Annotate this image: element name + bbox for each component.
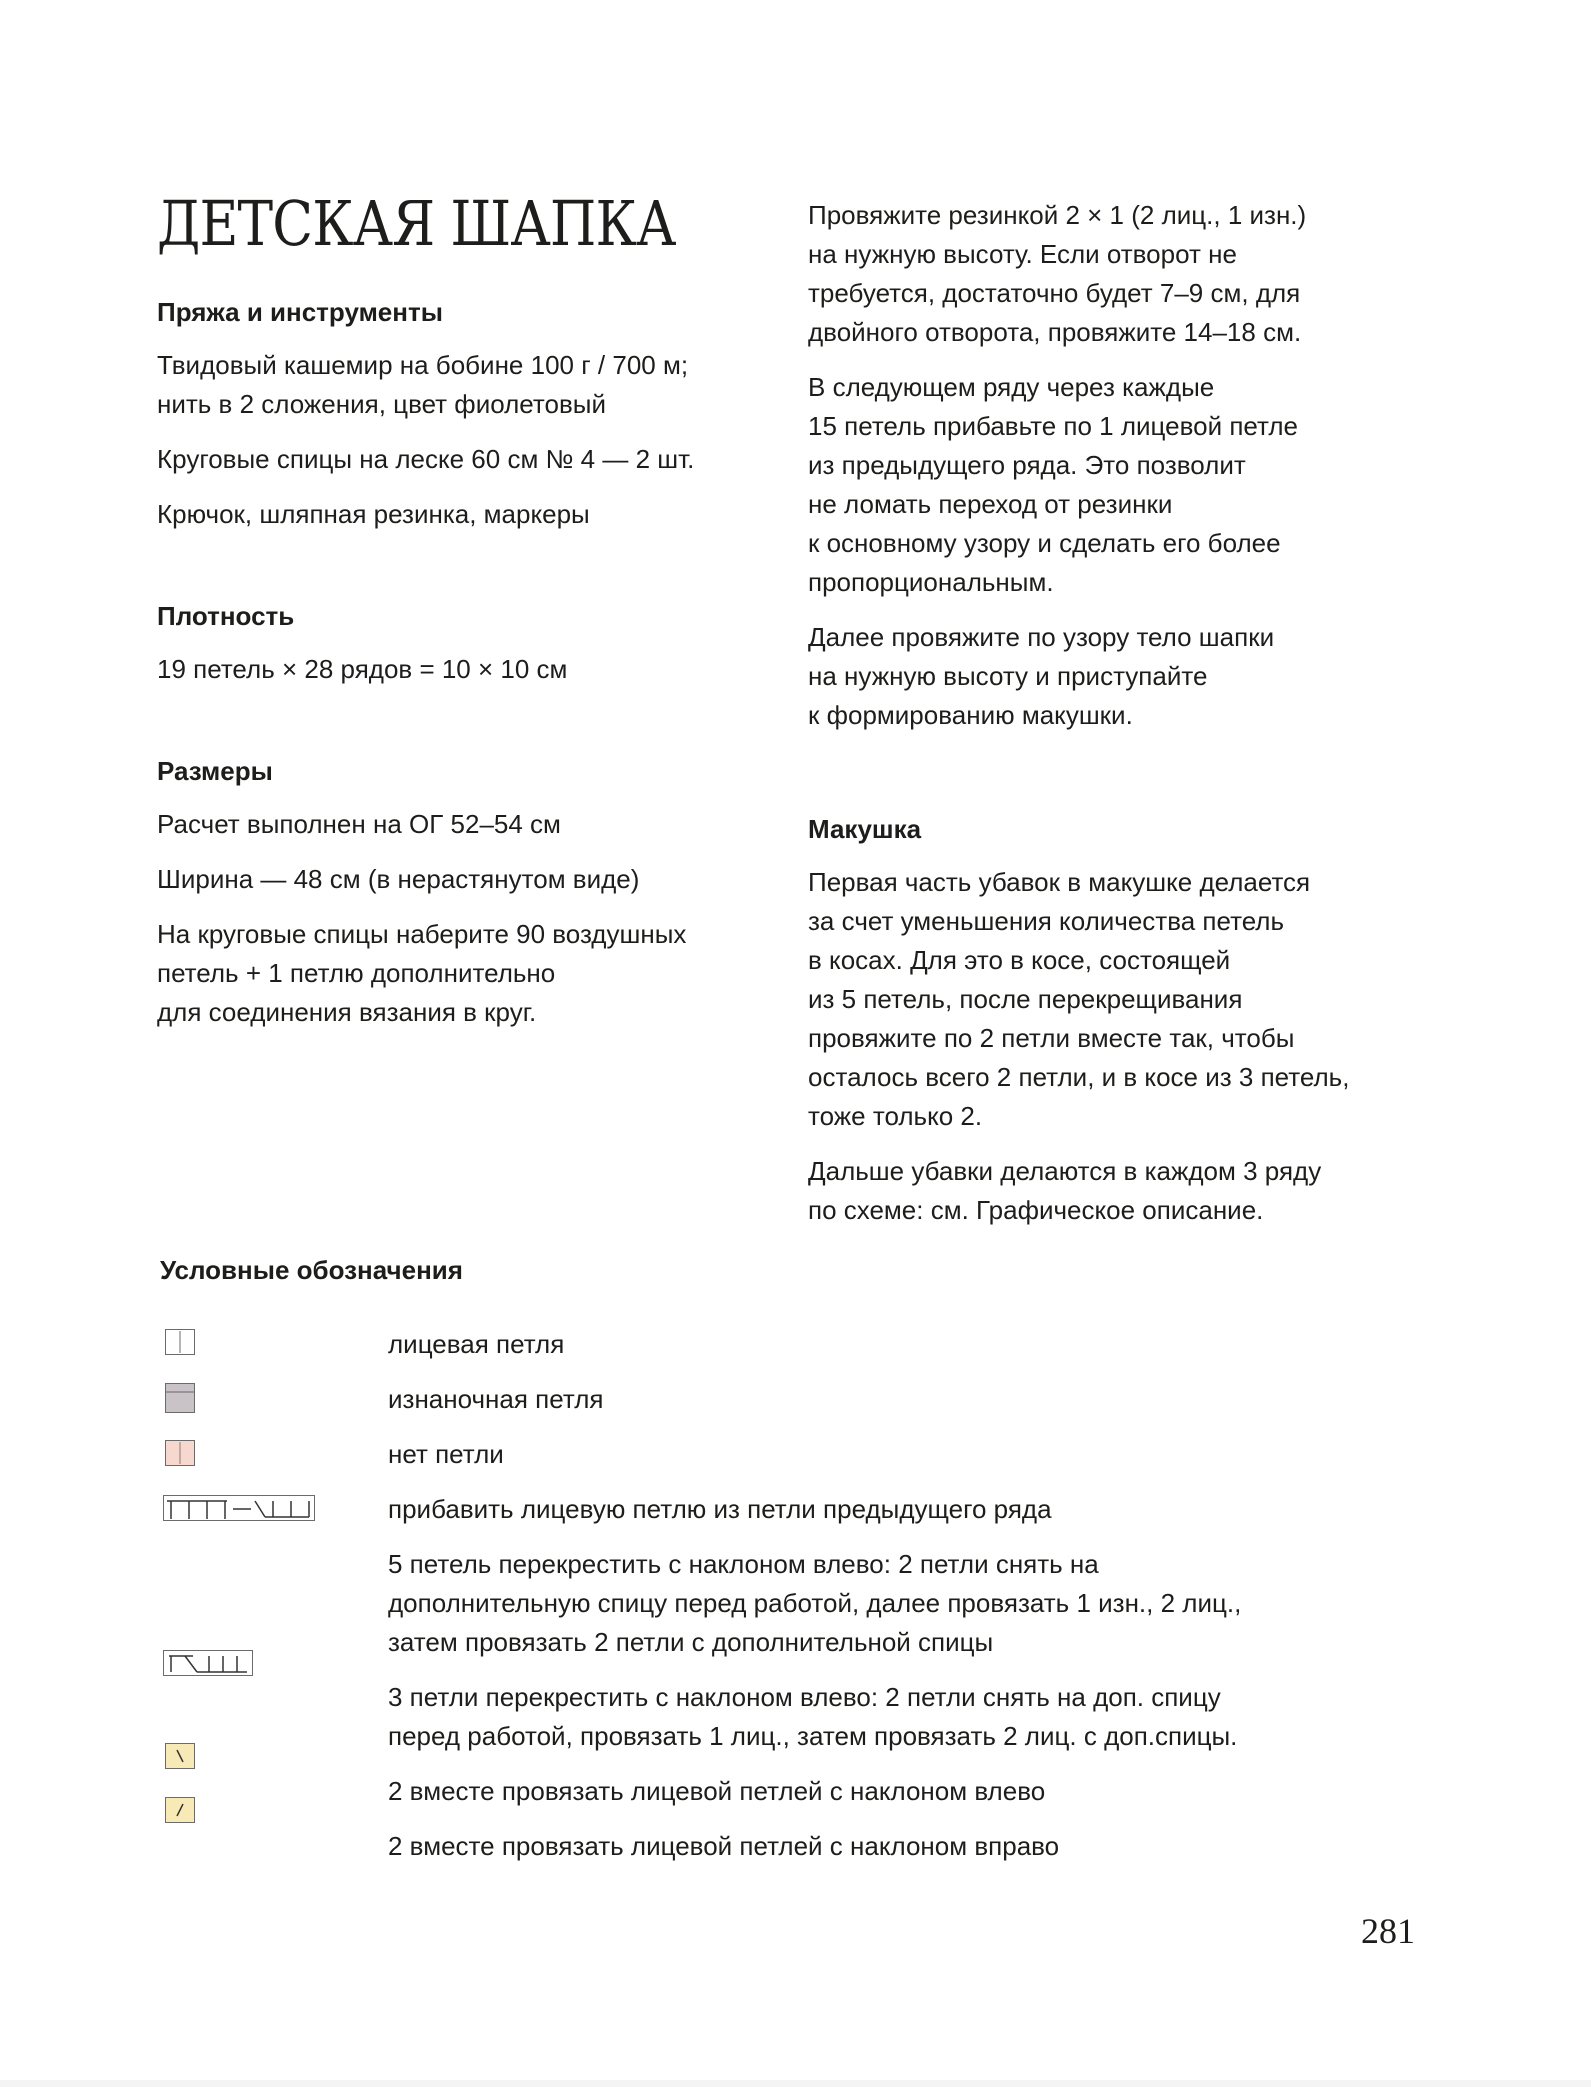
left-column — [157, 187, 767, 1048]
yarn-description: Твидовый кашемир на бобине 100 г / 700 м; нить в 2 сложения, цвет фиолетовый — [157, 349, 689, 419]
legend-item: 3 петли перекрестить с наклоном влево: 2 петли снять на доп. спицу перед работой, провязать 1 лиц., затем провязать 2 лиц. с доп.спицы. — [388, 1682, 1238, 1751]
tools-description: Крючок, шляпная резинка, маркеры — [157, 498, 590, 529]
legend-item: 2 вместе провязать лицевой петлей с наклоном влево — [388, 1776, 1046, 1806]
cast-on-instructions: На круговые спицы наберите 90 воздушных петель + 1 петлю дополнительно для соединения вязания в круг. — [157, 918, 687, 1027]
page-number: 281 — [1361, 1911, 1415, 1951]
yarn-heading: Пряжа и инструменты — [157, 297, 443, 328]
section-crown — [808, 813, 1438, 1230]
body-instructions: Далее провяжите по узору тело шапки на нужную высоту и приступайте к формированию макушки. — [808, 622, 1275, 730]
legend-heading: Условные обозначения — [160, 1255, 463, 1285]
no-stitch-icon — [165, 1440, 195, 1471]
right-column — [808, 196, 1438, 1246]
section-density — [157, 600, 767, 689]
legend-descriptions — [388, 1325, 1348, 1882]
sizes-width: Ширина — 48 см (в нерастянутом виде) — [157, 863, 640, 894]
section-yarn — [157, 296, 767, 534]
decrease-right-icon — [165, 1797, 195, 1828]
crown-instructions: Первая часть убавок в макушке делается за счет уменьшения количества петель в косах. Для это в косе, состоящей из 5 петель, после перекрещивания провяжите по 2 петли вместе так, чтобы осталось всего 2 петли, и в косе из 3 петель, тоже только 2. — [808, 866, 1350, 1131]
legend-item: прибавить лицевую петлю из петли предыдущего ряда — [388, 1494, 1052, 1524]
section-sizes — [157, 755, 767, 1032]
crown-heading: Макушка — [808, 814, 922, 844]
density-value: 19 петель × 28 рядов = 10 × 10 см — [157, 653, 568, 684]
legend-item: 2 вместе провязать лицевой петлей с наклоном вправо — [388, 1831, 1060, 1861]
sizes-circumference: Расчет выполнен на ОГ 52–54 см — [157, 808, 561, 839]
legend-item: изнаночная петля — [388, 1384, 604, 1414]
knit-stitch-icon — [165, 1329, 195, 1360]
increase-instructions: В следующем ряду через каждые 15 петель прибавьте по 1 лицевой петле из предыдущего ряда. Это позволит не ломать переход от резинки к основному узору и сделать его более пропорциональным. — [808, 372, 1298, 597]
page-title: ДЕТСКАЯ ШАПКА — [157, 187, 676, 260]
crown-decrease-instructions: Дальше убавки делаются в каждом 3 ряду по схеме: см. Графическое описание. — [808, 1155, 1322, 1225]
purl-stitch-icon — [165, 1383, 195, 1418]
legend-item: лицевая петля — [388, 1329, 565, 1359]
legend — [160, 1255, 1410, 1861]
page-edge — [0, 2080, 1591, 2087]
ribbing-instructions: Провяжите резинкой 2 × 1 (2 лиц., 1 изн.) на нужную высоту. Если отворот не требуется, достаточно будет 7–9 см, для двойного отворота, провяжите 14–18 см. — [808, 200, 1307, 347]
cable-5-stitch-icon — [163, 1650, 253, 1681]
needles-description: Круговые спицы на леске 60 см № 4 — 2 шт. — [157, 443, 695, 474]
decrease-left-icon — [165, 1743, 195, 1774]
sizes-heading: Размеры — [157, 755, 273, 786]
legend-item: 5 петель перекрестить с наклоном влево: 2 петли снять на дополнительную спицу перед работой, далее провязать 1 изн., 2 лиц., затем провязать 2 петли с дополнительной спицы — [388, 1549, 1242, 1657]
legend-item: нет петли — [388, 1439, 504, 1469]
density-heading: Плотность — [157, 600, 295, 631]
increase-stitch-icon — [163, 1495, 315, 1526]
